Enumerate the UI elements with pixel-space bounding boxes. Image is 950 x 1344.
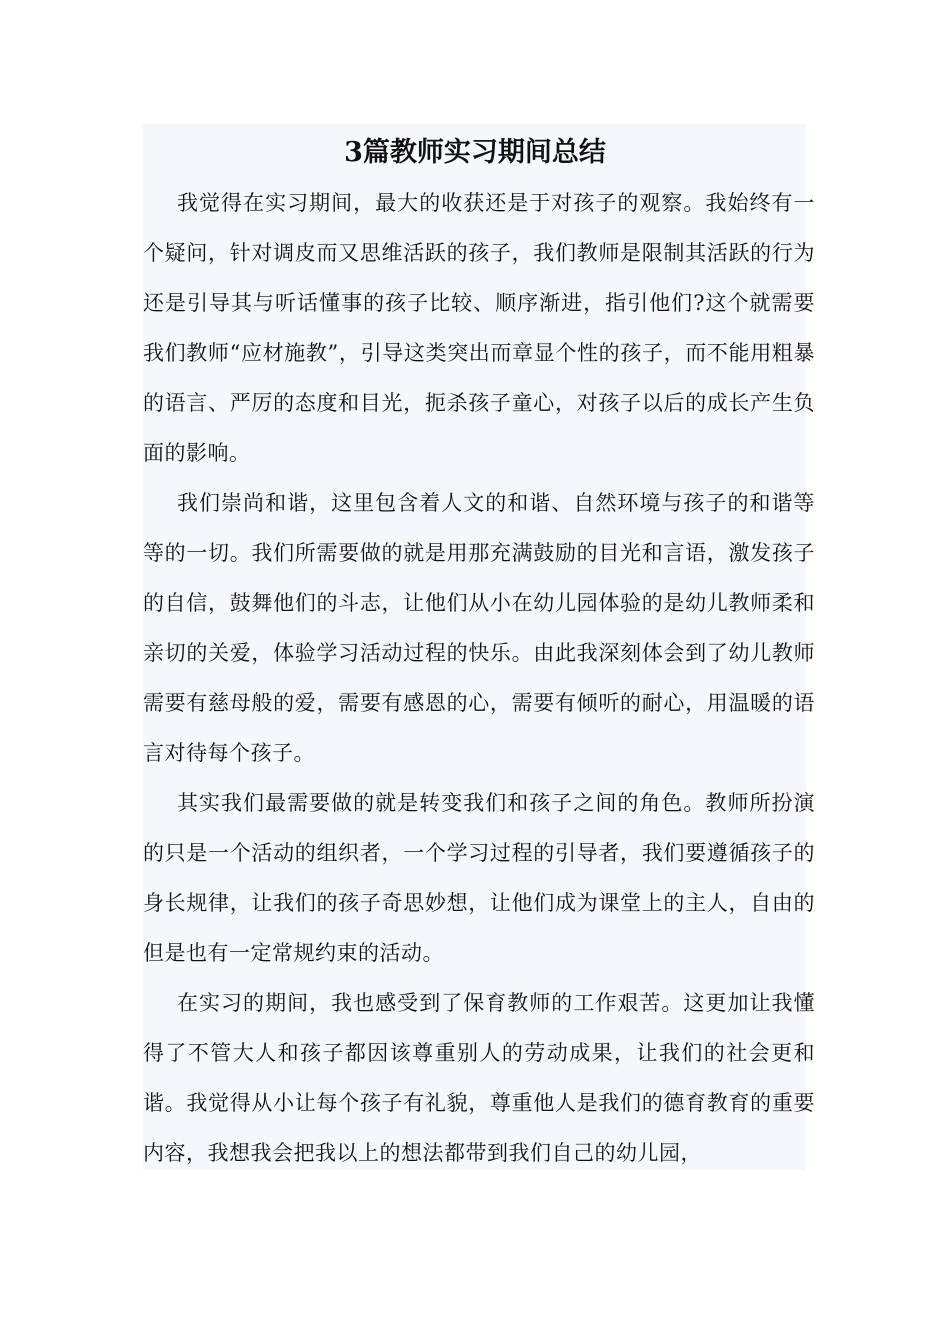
paragraph-1: 我觉得在实习期间，最大的收获还是于对孩子的观察。我始终有一个疑问，针对调皮而又思维活跃的孩子，我们教师是限制其活跃的行为还是引导其与听话懂事的孩子比较、顺序渐进，指引他们?这个就需要我们教师“应材施教”，引导这类突出而章显个性的孩子，而不能用粗暴的语言、严厉的态度和目光，扼杀孩子童心，对孩子以后的成长产生负面的影响。: [143, 191, 815, 465]
document-title: 3篇教师实习期间总结: [344, 137, 606, 168]
document-body: [143, 178, 815, 1178]
paragraph-4: 在实习的期间，我也感受到了保育教师的工作艰苦。这更加让我懂得了不管大人和孩子都因该尊重别人的劳动成果，让我们的社会更和谐。我觉得从小让每个孩子有礼貌，尊重他人是我们的德育教育的重要内容，我想我会把我以上的想法都带到我们自己的幼儿园，: [143, 991, 815, 1165]
paragraph-2: 我们崇尚和谐，这里包含着人文的和谐、自然环境与孩子的和谐等等的一切。我们所需要做的就是用那充满鼓励的目光和言语，激发孩子的自信，鼓舞他们的斗志，让他们从小在幼儿园体验的是幼儿教师柔和亲切的关爱，体验学习活动过程的快乐。由此我深刻体会到了幼儿教师需要有慈母般的爱，需要有感恩的心，需要有倾听的耐心，用温暖的语言对待每个孩子。: [143, 491, 815, 765]
paragraph-3: 其实我们最需要做的就是转变我们和孩子之间的角色。教师所扮演的只是一个活动的组织者，一个学习过程的引导者，我们要遵循孩子的身长规律，让我们的孩子奇思妙想，让他们成为课堂上的主人，自由的但是也有一定常规约束的活动。: [143, 791, 815, 965]
